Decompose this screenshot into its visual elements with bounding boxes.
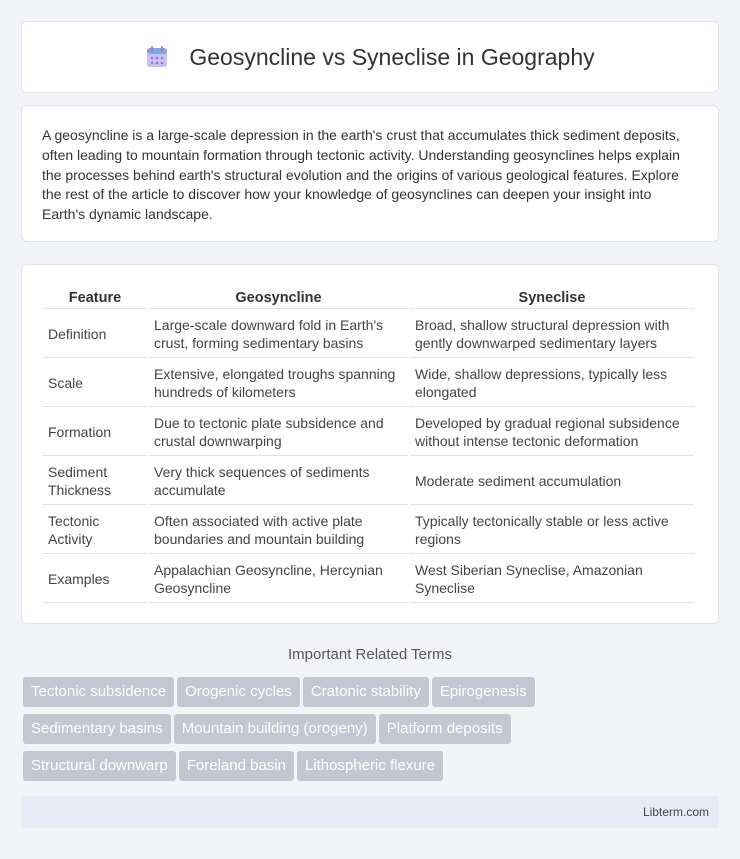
syneclise-cell: Broad, shallow structural depression with gently downwarped sedimentary layers — [410, 311, 694, 358]
geosyncline-cell: Due to tectonic plate subsidence and crustal downwarping — [149, 409, 408, 456]
feature-cell: Definition — [43, 311, 147, 358]
intro-card — [21, 105, 719, 242]
feature-cell: Sediment Thickness — [43, 458, 147, 505]
table-row — [43, 360, 694, 407]
geosyncline-cell: Often associated with active plate boundaries and mountain building — [149, 507, 408, 554]
header-feature: Feature — [43, 287, 147, 309]
related-terms-list — [23, 677, 723, 788]
table-row — [43, 507, 694, 554]
related-term-tag[interactable]: Foreland basin — [179, 751, 294, 781]
syneclise-cell: Wide, shallow depressions, typically less elongated — [410, 360, 694, 407]
syneclise-cell: Moderate sediment accumulation — [410, 458, 694, 505]
feature-cell: Scale — [43, 360, 147, 407]
feature-cell: Examples — [43, 556, 147, 603]
footer-site-link[interactable]: Libterm.com — [642, 805, 709, 819]
comparison-table-card — [21, 264, 719, 624]
syneclise-cell: Developed by gradual regional subsidence without intense tectonic deformation — [410, 409, 694, 456]
related-term-tag[interactable]: Platform deposits — [379, 714, 511, 744]
related-term-tag[interactable]: Structural downwarp — [23, 751, 176, 781]
header-syneclise: Syneclise — [410, 287, 694, 309]
syneclise-cell: West Siberian Syneclise, Amazonian Syneclise — [410, 556, 694, 603]
table-row — [43, 458, 694, 505]
page-title: Geosyncline vs Syneclise in Geography — [189, 43, 595, 70]
geosyncline-cell: Extensive, elongated troughs spanning hundreds of kilometers — [149, 360, 408, 407]
intro-text: A geosyncline is a large-scale depression in the earth's crust that accumulates thick sediment deposits, often leading to mountain formation through tectonic activity. Understanding geosynclines helps explain the processes behind earth's structural evolution and the origins of various geological features. Explore the rest of the article to discover how your knowledge of geosynclines can deepen your insight into Earth's dynamic landscape. — [42, 127, 680, 223]
comparison-table — [41, 285, 696, 605]
related-term-tag[interactable]: Lithospheric flexure — [297, 751, 443, 781]
table-header-row — [43, 287, 694, 309]
calendar-icon — [145, 45, 169, 69]
title-card — [21, 21, 719, 93]
syneclise-cell: Typically tectonically stable or less active regions — [410, 507, 694, 554]
related-term-tag[interactable]: Sedimentary basins — [23, 714, 171, 744]
geosyncline-cell: Appalachian Geosyncline, Hercynian Geosyncline — [149, 556, 408, 603]
header-geosyncline: Geosyncline — [149, 287, 408, 309]
related-term-tag[interactable]: Epirogenesis — [432, 677, 535, 707]
related-term-tag[interactable]: Tectonic subsidence — [23, 677, 174, 707]
feature-cell: Tectonic Activity — [43, 507, 147, 554]
geosyncline-cell: Large-scale downward fold in Earth's crust, forming sedimentary basins — [149, 311, 408, 358]
related-terms-title: Important Related Terms — [288, 646, 452, 663]
geosyncline-cell: Very thick sequences of sediments accumulate — [149, 458, 408, 505]
footer — [21, 796, 719, 828]
related-term-tag[interactable]: Cratonic stability — [303, 677, 429, 707]
table-row — [43, 556, 694, 603]
related-term-tag[interactable]: Orogenic cycles — [177, 677, 300, 707]
feature-cell: Formation — [43, 409, 147, 456]
related-term-tag[interactable]: Mountain building (orogeny) — [174, 714, 376, 744]
table-row — [43, 409, 694, 456]
table-row — [43, 311, 694, 358]
